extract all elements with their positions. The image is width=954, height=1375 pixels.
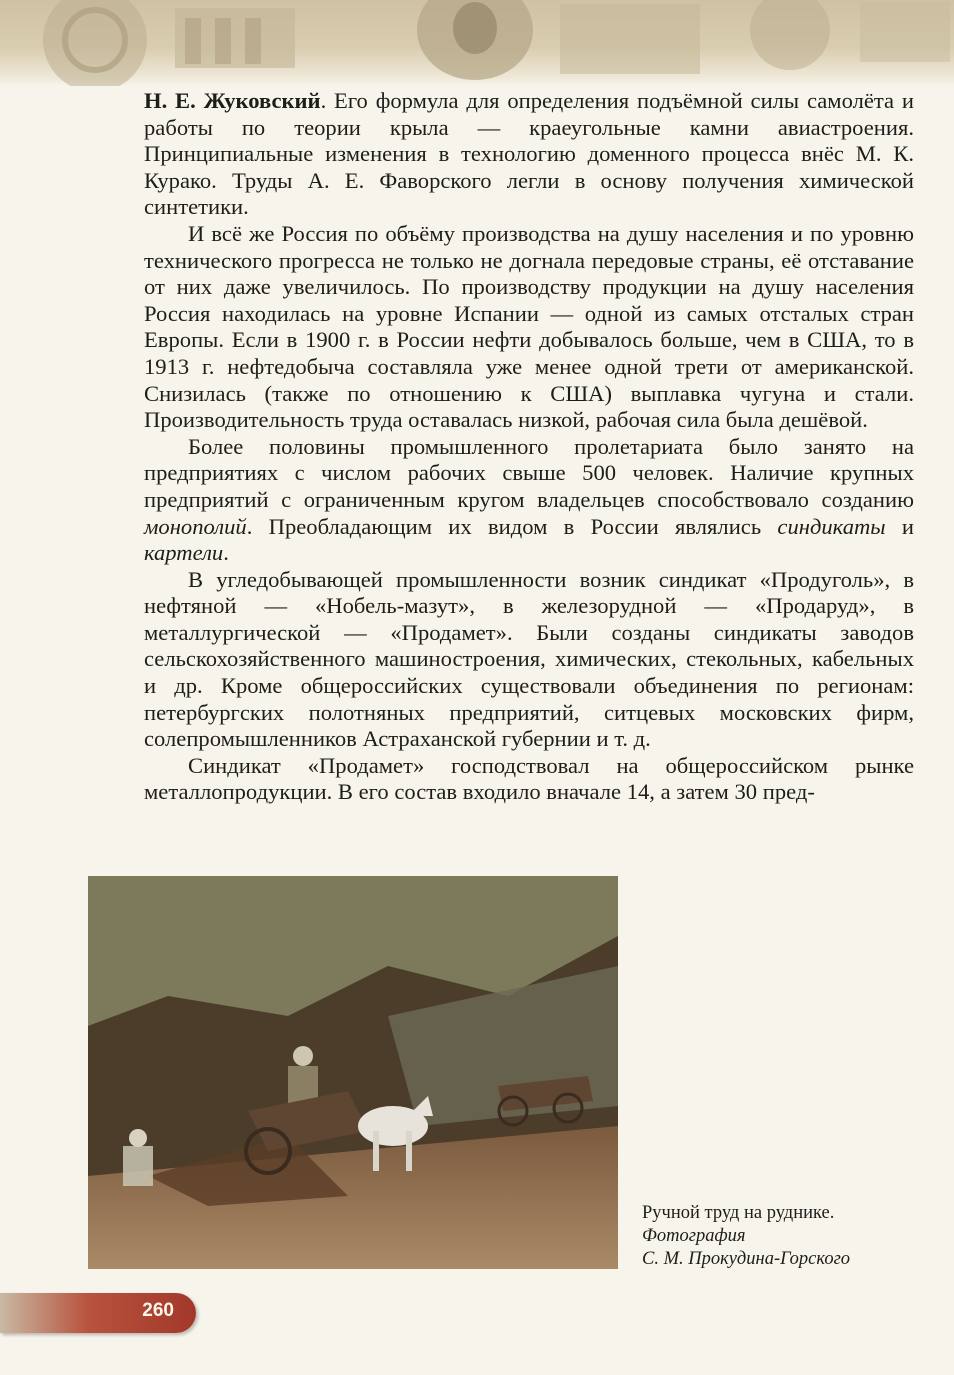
- term-cartels: картели: [144, 540, 224, 566]
- term-monopolies: монополий: [144, 513, 247, 539]
- paragraph-text: Более половины промышленного пролетариата было занято на предприятиях с числом рабочих свыше 500 человек. Наличие крупных предприятий с ограниченным кругом владельцев способствовало созданию: [144, 433, 914, 512]
- header-collage-illustration: [0, 0, 954, 86]
- page-number-tab: [0, 1293, 196, 1333]
- name-zhukovsky: Н. Е. Жуковский: [144, 88, 321, 113]
- decorative-header-band: [0, 0, 954, 86]
- caption-title: Ручной труд на руднике.: [642, 1203, 835, 1223]
- page-number: 260: [142, 1300, 174, 1321]
- paragraph-russia-lag: И всё же Россия по объёму производства на душу населения и по уровню технического прогресса не только не догнала передовые страны, её отставание от них даже увеличилось. По производству продукции на душу населения Россия находилась на уровне Испании — одной из самых отсталых стран Европы. Если в 1900 г. в России нефти добывалось больше, чем в США, то в 1913 г. нефтедобыча составляла уже менее одной трети от американской. Снизилась (также по отношению к США) выплавка чугуна и стали. Производительность труда оставалась низкой, рабочая сила была дешёвой.: [144, 220, 914, 433]
- paragraph-zhukovsky: [144, 88, 914, 221]
- paragraph-text: . Преобладающим их видом в России являлись: [246, 513, 778, 539]
- main-text: [144, 88, 914, 806]
- paragraph-prodamet: Синдикат «Продамет» господствовал на общероссийском рынке металлопродукции. В его состав входило вначале 14, а затем 30 пред-: [144, 752, 914, 805]
- photo-caption: [642, 1202, 942, 1271]
- caption-author: С. М. Прокудина-Горского: [642, 1249, 851, 1269]
- mine-photograph: [88, 876, 618, 1269]
- paragraph-proletariat: [144, 434, 914, 567]
- paragraph-syndicates: В угледобывающей промышленности возник синдикат «Продуголь», в нефтяной — «Нобель-мазут», в железорудной — «Продаруд», в металлургической — «Продамет». Были созданы синдикаты заводов сельскохозяйственного машиностроения, химических, стекольных, кабельных и др. Кроме общероссийских существовали объединения по регионам: петербургских полотняных предприятий, ситцевых московских фирм, солепромышленников Астраханской губернии и т. д.: [144, 566, 914, 752]
- caption-type: Фотография: [642, 1226, 746, 1246]
- term-syndicates: синдикаты: [777, 513, 886, 539]
- mine-photograph-illustration: [88, 876, 618, 1269]
- paragraph-text: . Его формула для определения подъёмной силы самолёта и работы по теории крыла — краеугольные камни авиастроения. Принципиальные изменения в технологию доменного процесса внёс М. К. Курако. Труды А. Е. Фаворского легли в основу получения химической синтетики.: [144, 88, 914, 220]
- paragraph-text: и: [885, 513, 914, 539]
- paragraph-text: .: [223, 540, 229, 566]
